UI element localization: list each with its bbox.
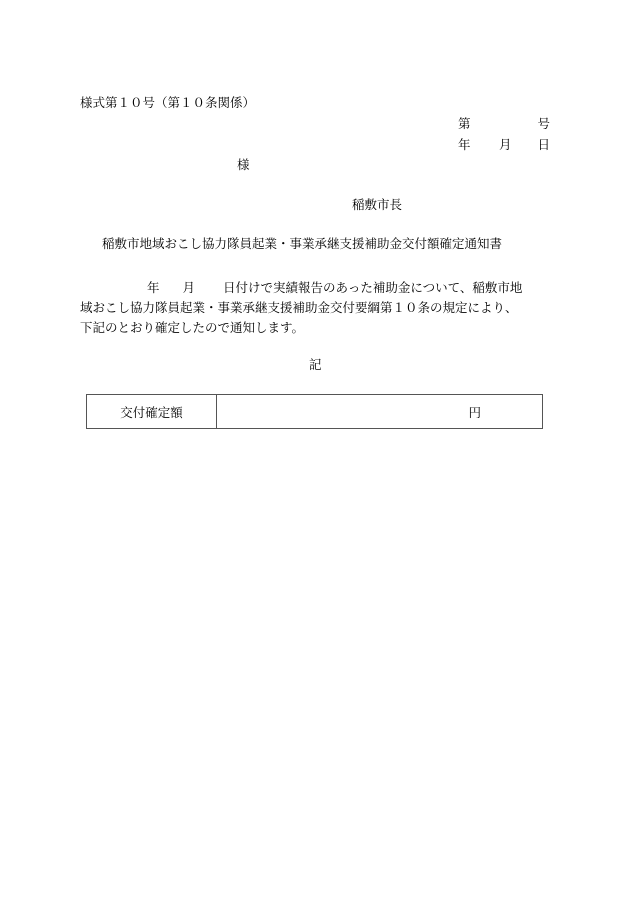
ki-heading: 記 (309, 357, 322, 372)
table-row (87, 395, 543, 429)
confirmed-amount-value-cell[interactable] (217, 395, 543, 429)
date-year-label: 年 (458, 137, 471, 152)
currency-unit: 円 (468, 404, 481, 420)
body-date-month: 月 (182, 280, 196, 295)
form-label: 様式第１０号（第１０条関係） (80, 95, 256, 110)
number-suffix: 号 (537, 116, 550, 131)
number-prefix: 第 (458, 116, 471, 131)
date-month-label: 月 (499, 137, 512, 152)
body-line-1-text: 日付けで実績報告のあった補助金について、稲敷市地 (223, 280, 523, 295)
confirmed-amount-table (86, 394, 543, 429)
body-date-year: 年 (147, 280, 160, 295)
body-paragraph (80, 278, 555, 338)
confirmed-amount-label: 交付確定額 (87, 395, 217, 429)
body-line-3: 下記のとおり確定したので通知します。 (80, 320, 305, 335)
body-line-2: 域おこし協力隊員起業・事業承継支援補助金交付要綱第１０条の規定により、 (80, 300, 518, 315)
issuer-name: 稲敷市長 (352, 197, 403, 212)
document-title: 稲敷市地域おこし協力隊員起業・事業承継支援補助金交付額確定通知書 (102, 236, 503, 251)
body-line-1 (80, 278, 555, 298)
addressee-honorific: 様 (237, 157, 250, 172)
date-day-label: 日 (537, 137, 550, 152)
